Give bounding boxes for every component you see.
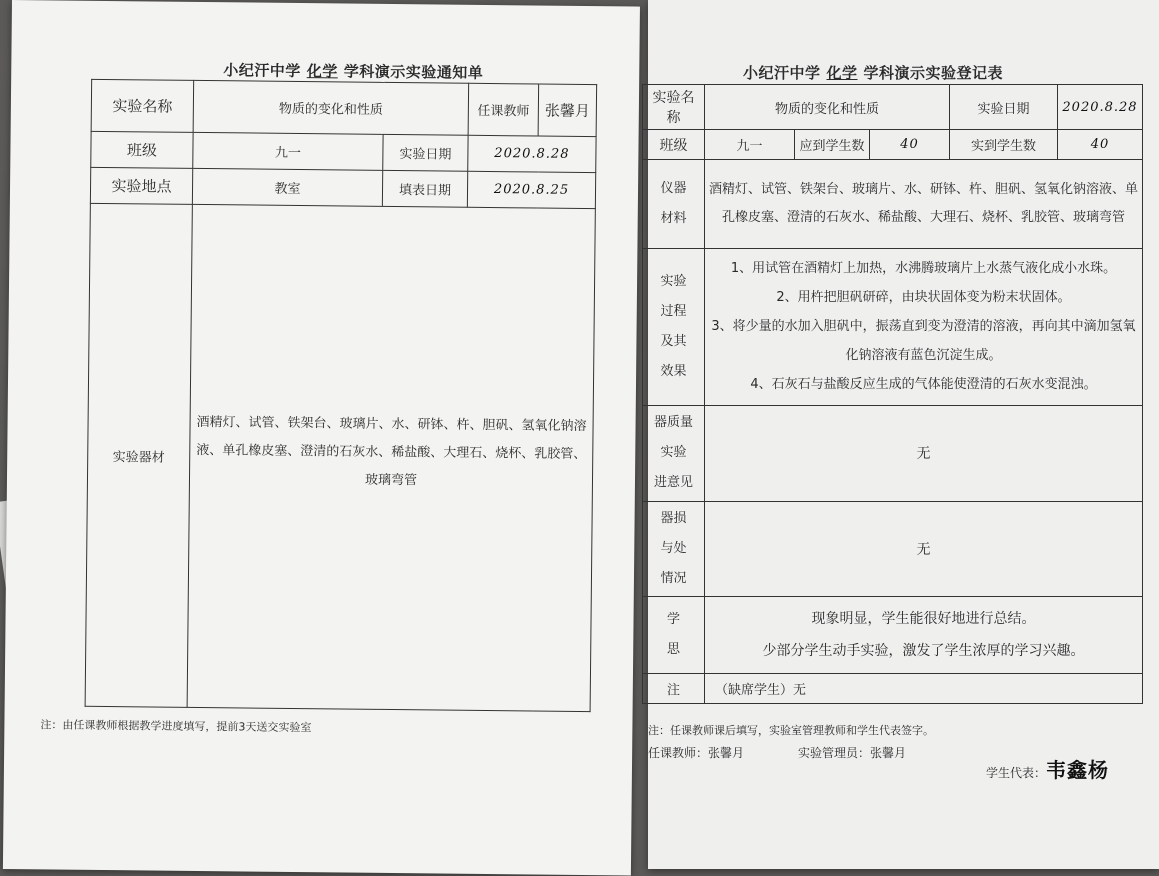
signature-manager-label: 实验管理员： [798, 746, 871, 760]
value-process [705, 248, 1143, 405]
value-experiment-date: 2020.8.28 [1058, 85, 1143, 130]
value-quality: 无 [705, 405, 1143, 501]
label-quality-line-2: 实验 [660, 445, 687, 461]
register-title [743, 62, 1003, 83]
value-actual: 40 [1058, 130, 1143, 160]
signature-teacher-name: 张馨月 [708, 746, 745, 760]
label-class: 班级 [91, 131, 193, 168]
value-reflect [705, 597, 1143, 673]
notice-title-suffix: 学科演示实验通知单 [343, 62, 484, 82]
label-instruments-line-1: 仪器 [660, 181, 687, 197]
value-experiment-date: 2020.8.28 [468, 135, 596, 172]
label-damage-line-2: 与处 [660, 541, 687, 557]
label-fill-date: 填表日期 [382, 170, 467, 207]
label-process [643, 248, 705, 405]
label-damage [643, 501, 705, 596]
label-experiment-name: 实验名称 [643, 85, 705, 130]
label-damage-line-1: 器损 [660, 511, 687, 527]
label-damage-line-3: 情况 [660, 571, 687, 587]
school-name: 小纪汗中学 [743, 64, 821, 82]
label-process-line-3: 及其 [660, 333, 687, 349]
label-quality-line-3: 进意见 [653, 475, 693, 491]
subject-name: 化学 [826, 64, 858, 82]
label-experiment-name: 实验名称 [91, 79, 194, 132]
subject-name: 化学 [306, 62, 338, 81]
label-experiment-date: 实验日期 [950, 85, 1058, 130]
value-class: 九一 [193, 132, 383, 170]
value-experiment-name: 物质的变化和性质 [193, 80, 469, 135]
label-quality-line-1: 器质量 [653, 415, 693, 431]
signature-teacher [648, 744, 744, 761]
value-place: 教室 [192, 168, 382, 206]
label-remark: 注 [643, 673, 705, 703]
value-teacher: 张馨月 [538, 84, 597, 137]
register-table [642, 84, 1143, 704]
notice-title [223, 59, 483, 83]
label-process-line-1: 实验 [660, 273, 687, 289]
register-sheet [648, 0, 1159, 869]
label-actual: 实到学生数 [950, 130, 1058, 160]
label-instruments-line-2: 材料 [660, 211, 687, 227]
process-step-1: 1、用试管在酒精灯上加热，水沸腾玻璃片上水蒸气液化成小水珠。 [730, 261, 1117, 277]
notice-sheet [3, 0, 640, 876]
process-step-2: 2、用杵把胆矾研碎，由块状固体变为粉末状固体。 [776, 290, 1071, 306]
signature-manager-name: 张馨月 [870, 746, 907, 760]
signature-student-name: 韦鑫杨 [1046, 758, 1110, 782]
label-experiment-date: 实验日期 [383, 134, 468, 171]
label-process-line-2: 过程 [660, 303, 687, 319]
label-reflect [643, 597, 705, 673]
reflect-line-2: 少部分学生动手实验，激发了学生浓厚的学习兴趣。 [762, 643, 1085, 660]
value-class: 九一 [705, 130, 795, 160]
process-step-4: 4、石灰石与盐酸反应生成的气体能使澄清的石灰水变混浊。 [750, 377, 1097, 393]
value-instruments: 酒精灯、试管、铁架台、玻璃片、水、研钵、杵、胆矾、氢氧化钠溶液、单孔橡皮塞、澄清的石灰水、稀盐酸、大理石、烧杯、乳胶管、玻璃弯管 [705, 160, 1143, 248]
value-remark: （缺席学生）无 [705, 673, 1143, 703]
value-fill-date: 2020.8.25 [467, 171, 595, 208]
label-equipment: 实验器材 [85, 203, 192, 707]
label-quality [643, 405, 705, 501]
signature-teacher-label: 任课教师： [648, 746, 709, 760]
label-place: 实验地点 [90, 167, 192, 204]
label-reflect-line-2: 思 [666, 642, 680, 658]
register-title-suffix: 学科演示实验登记表 [863, 64, 1004, 82]
label-process-line-4: 效果 [660, 363, 687, 379]
label-reflect-line-1: 学 [666, 612, 680, 628]
label-teacher: 任课教师 [468, 83, 539, 136]
label-instruments [643, 160, 705, 248]
signature-student [986, 754, 1109, 783]
signature-manager [798, 744, 906, 761]
notice-table [85, 79, 598, 712]
label-expected: 应到学生数 [795, 130, 870, 160]
notice-footnote: 注：由任课教师根据教学进度填写，提前3天送交实验室 [40, 718, 312, 735]
value-expected: 40 [870, 130, 950, 160]
value-damage: 无 [705, 501, 1143, 596]
register-footnote: 注：任课教师课后填写，实验室管理教师和学生代表签字。 [648, 724, 934, 737]
label-class: 班级 [643, 130, 705, 160]
process-step-3: 3、将少量的水加入胆矾中，振荡直到变为澄清的溶液，再向其中滴加氢氧化钠溶液有蓝色沉淀生成。 [711, 319, 1136, 364]
school-name: 小纪汗中学 [223, 61, 301, 81]
signature-student-label: 学生代表： [986, 766, 1047, 780]
value-equipment: 酒精灯、试管、铁架台、玻璃片、水、研钵、杵、胆矾、氢氧化钠溶液、单孔橡皮塞、澄清的石灰水、稀盐酸、大理石、烧杯、乳胶管、玻璃弯管 [187, 204, 595, 711]
reflect-line-1: 现象明显，学生能很好地进行总结。 [811, 611, 1036, 628]
value-experiment-name: 物质的变化和性质 [705, 85, 950, 130]
